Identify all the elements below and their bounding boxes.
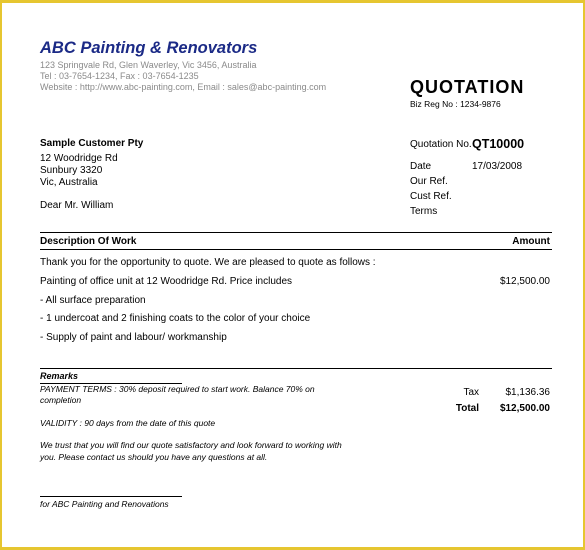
document-title: QUOTATION bbox=[410, 77, 525, 97]
greeting: Dear Mr. William bbox=[40, 200, 114, 211]
list-item: - 1 undercoat and 2 finishing coats to the color of your choice bbox=[40, 313, 311, 324]
customer-address-line1: 12 Woodridge Rd bbox=[40, 153, 118, 164]
signature-line bbox=[40, 496, 182, 497]
list-item: - Supply of paint and labour/ workmanship bbox=[40, 332, 227, 343]
quotation-no-value: QT10000 bbox=[472, 137, 525, 151]
total-label: Total bbox=[455, 403, 479, 414]
company-web-email: Website : http://www.abc-painting.com, Email : sales@abc-painting.com bbox=[40, 82, 327, 92]
customer-address-line2: Sunbury 3320 bbox=[40, 165, 103, 176]
terms-label: Terms bbox=[410, 206, 438, 217]
closing-line2: you. Please contact us should you have any questions at all. bbox=[40, 452, 268, 462]
customer-address-line3: Vic, Australia bbox=[40, 177, 98, 188]
intro-text: Thank you for the opportunity to quote. We are pleased to quote as follows : bbox=[40, 257, 376, 268]
description-header: Description Of Work bbox=[40, 236, 137, 247]
table-header-rule bbox=[40, 249, 552, 250]
line-item-amount: $12,500.00 bbox=[499, 276, 550, 287]
tax-label: Tax bbox=[463, 387, 479, 398]
signature-label: for ABC Painting and Renovations bbox=[40, 499, 169, 509]
total-value: $12,500.00 bbox=[499, 403, 550, 414]
company-address: 123 Springvale Rd, Glen Waverley, Vic 3456, Australia bbox=[40, 60, 257, 70]
remarks-top-rule bbox=[40, 368, 552, 369]
date-label: Date bbox=[410, 161, 432, 172]
our-ref-label: Our Ref. bbox=[410, 176, 448, 187]
amount-header: Amount bbox=[512, 236, 550, 247]
validity-text: VALIDITY : 90 days from the date of this quote bbox=[40, 418, 216, 428]
date-value: 17/03/2008 bbox=[472, 161, 523, 172]
cust-ref-label: Cust Ref. bbox=[410, 191, 452, 202]
list-item: - All surface preparation bbox=[40, 295, 146, 306]
quotation-no-label: Quotation No. bbox=[410, 139, 472, 150]
remarks-heading: Remarks bbox=[40, 371, 79, 381]
customer-name: Sample Customer Pty bbox=[40, 138, 144, 149]
biz-reg-no: Biz Reg No : 1234-9876 bbox=[410, 99, 501, 109]
payment-terms-line2: completion bbox=[40, 395, 82, 405]
company-name: ABC Painting & Renovators bbox=[40, 39, 258, 57]
closing-line1: We trust that you will find our quote satisfactory and look forward to working with bbox=[40, 440, 342, 450]
payment-terms-line1: PAYMENT TERMS : 30% deposit required to start work. Balance 70% on bbox=[40, 384, 315, 394]
tax-value: $1,136.36 bbox=[505, 387, 550, 398]
company-tel-fax: Tel : 03-7654-1234, Fax : 03-7654-1235 bbox=[40, 71, 199, 81]
table-top-rule bbox=[40, 232, 552, 233]
line-item-description: Painting of office unit at 12 Woodridge Rd. Price includes bbox=[40, 276, 293, 287]
